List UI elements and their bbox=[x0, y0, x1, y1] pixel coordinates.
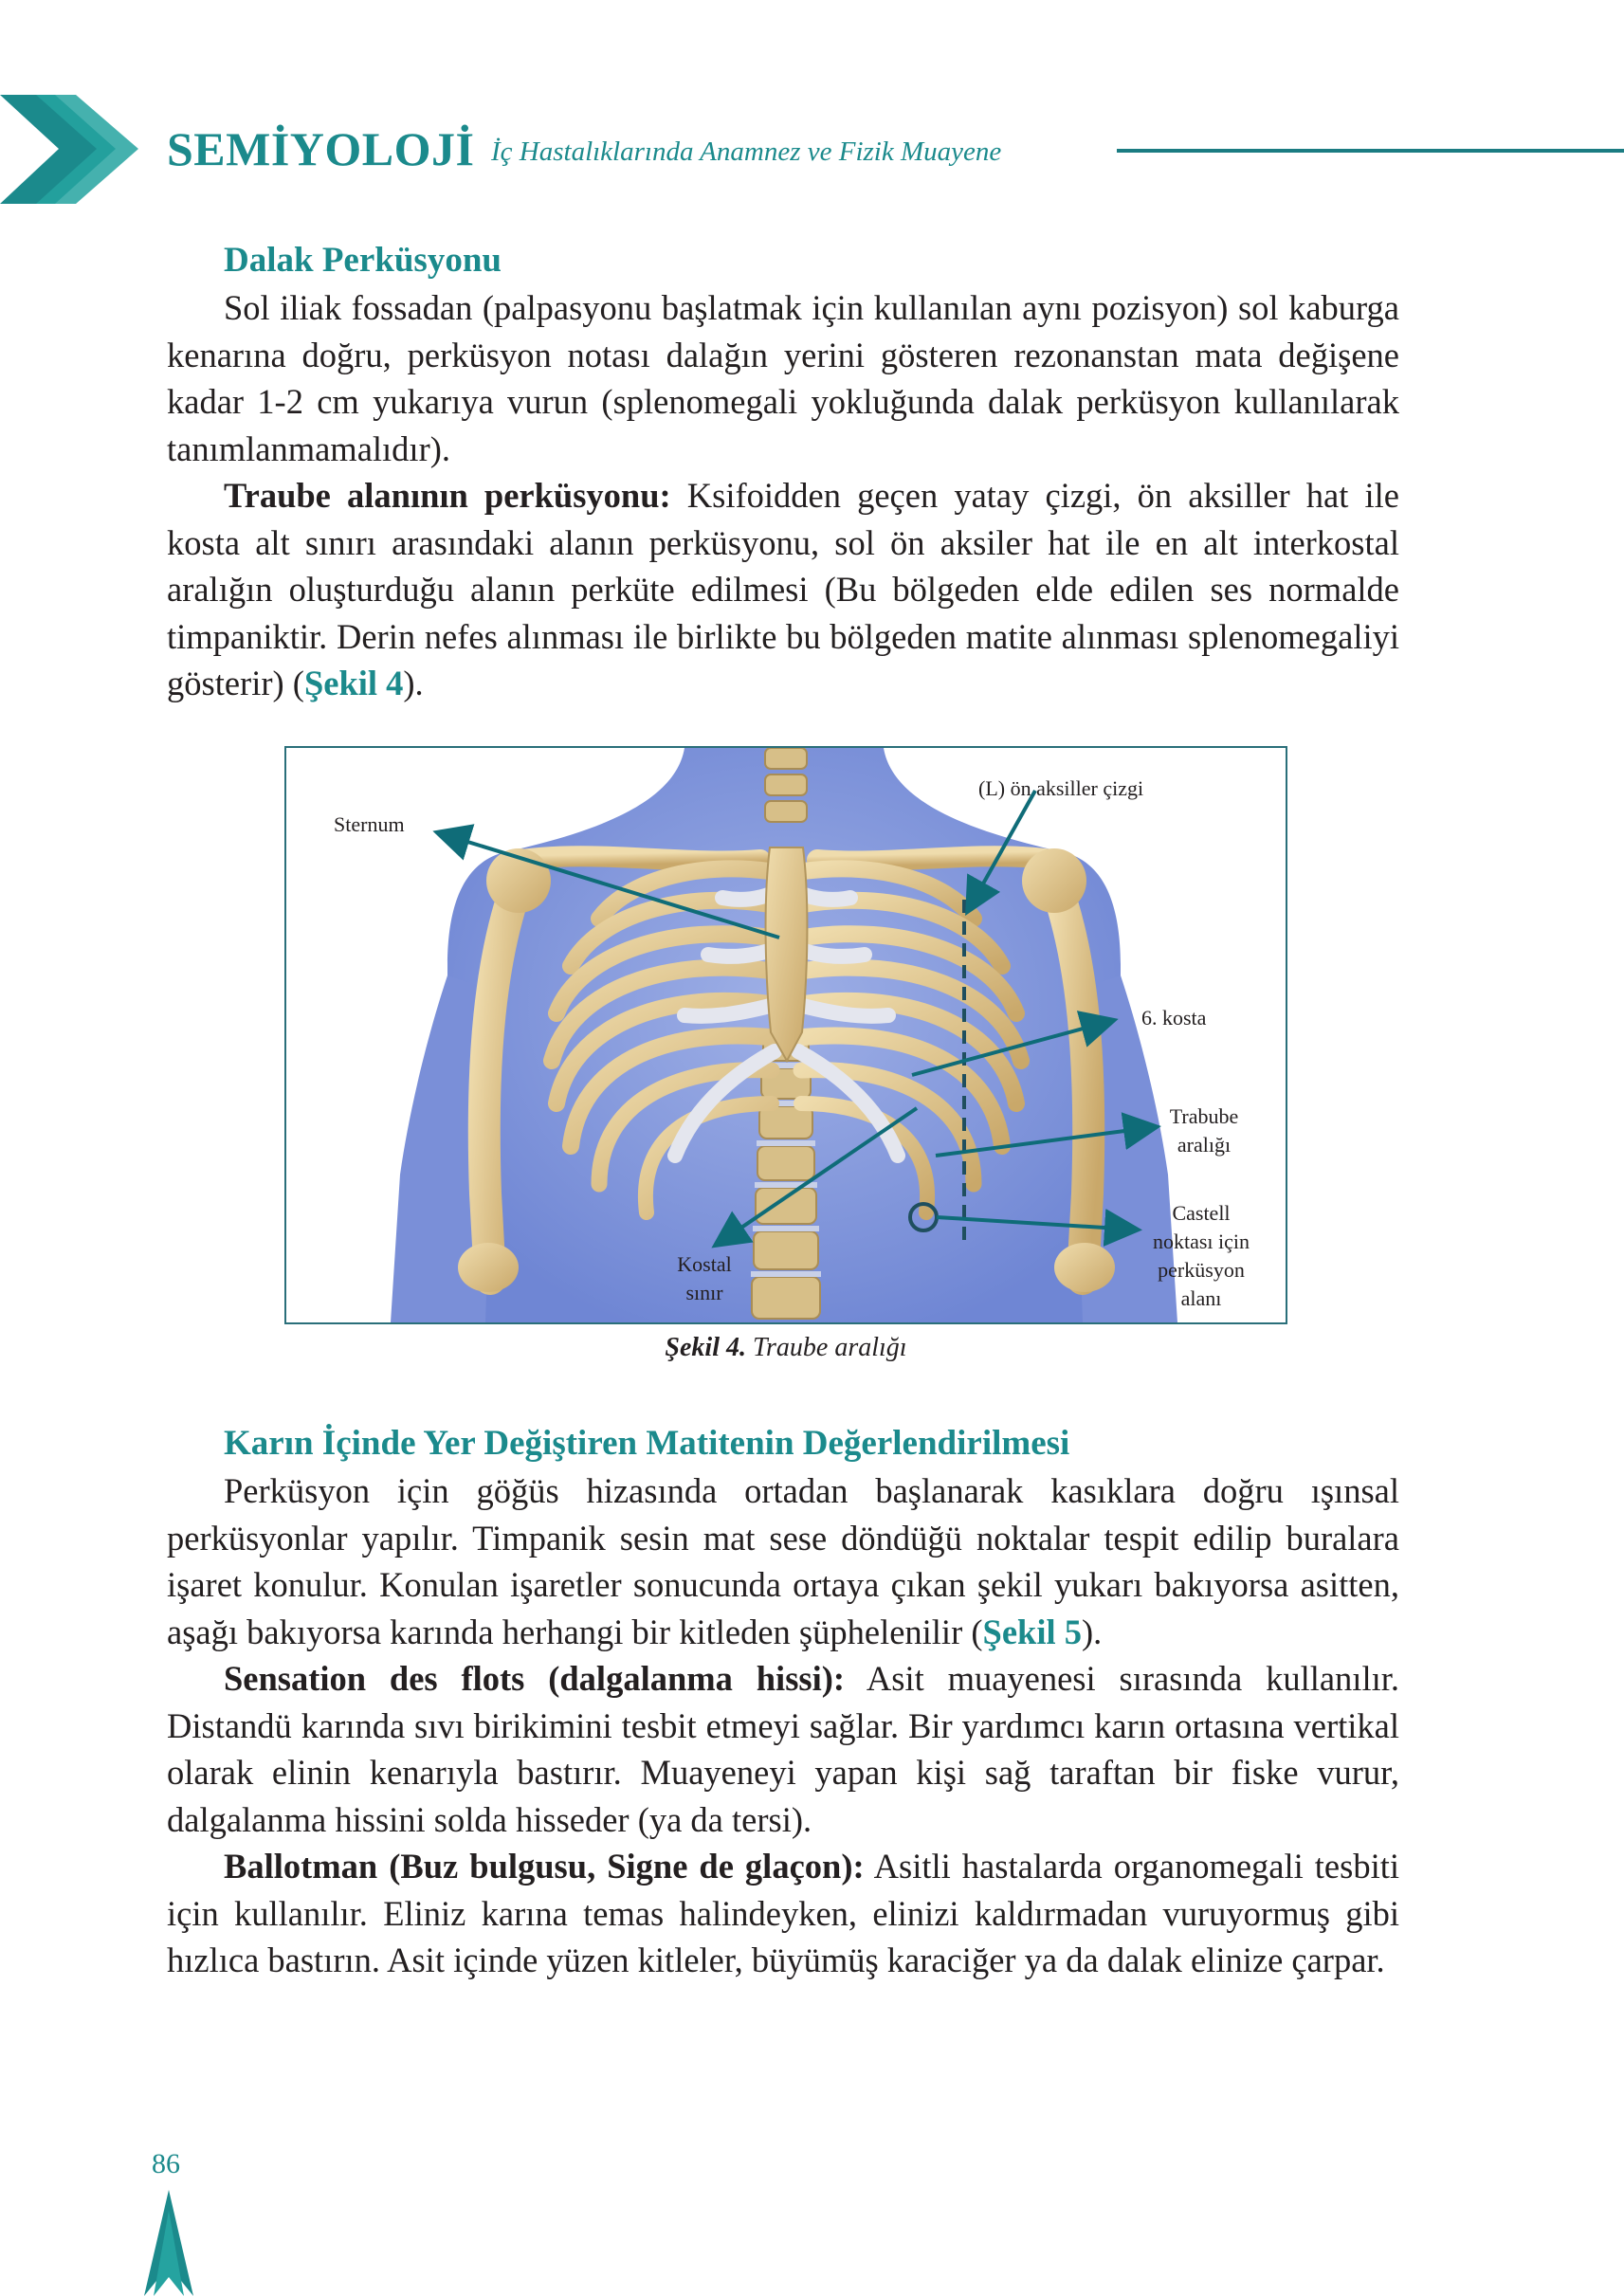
paragraph-text: ). bbox=[403, 664, 424, 702]
figure-label-sixth-rib: 6. kosta bbox=[1141, 1006, 1207, 1030]
label-line: Kostal bbox=[677, 1252, 732, 1276]
label-line: Trabube bbox=[1169, 1104, 1239, 1128]
caption-label: Şekil 4. bbox=[665, 1333, 746, 1362]
caption-text: Traube aralığı bbox=[745, 1333, 907, 1362]
figure-caption bbox=[284, 1333, 1287, 1363]
paragraph-text: Asit muayenesi sırasında kullanılır. Distandü karında sıvı birikimini tesbit etmeyi sağlar. Bir yardımcı karın ortasına vertikal olarak elinin kenarıyla bastırır. Muayeneyi yapan kişi sağ taraftan bir fiske vurur, dalgalanma hissini solda hisseder (ya da tersi). bbox=[167, 1659, 1399, 1839]
paragraph-lead: Ballotman (Buz bulgusu, Signe de glaçon): bbox=[224, 1847, 865, 1886]
paragraph-lead: Sensation des flots (dalgalanma hissi): bbox=[224, 1659, 846, 1698]
label-line: sınır bbox=[685, 1281, 723, 1304]
book-subtitle: İç Hastalıklarında Anamnez ve Fizik Muayene bbox=[491, 137, 1002, 167]
label-line: noktası için bbox=[1152, 1230, 1250, 1253]
paragraph-text: Perküsyon için göğüs hizasında ortadan başlanarak kasıklara doğru ışınsal perküsyonlar yapılır. Timpanik sesin mat sese döndüğü noktalar tespit edilip buralara işaret konulur. Konulan işaretler sonucunda ortaya çıkan şekil yukarı bakıyorsa asitten, aşağı bakıyorsa karında herhangi bir kitleden şüphelenilir ( bbox=[167, 1471, 1399, 1651]
paragraph-text: Ksifoidden geçen yatay çizgi, ön aksiller hat ile kosta alt sınırı arasındaki alanın perküsyonu, sol ön aksiler hat ile en alt interkostal aralığın oluşturduğu alanın perküte edilmesi (Bu bölgeden elde edilen ses normalde timpaniktir. Derin nefes alınması ile birlikte bu bölgeden matite alınması splenomegaliyi gösterir) ( bbox=[167, 476, 1399, 702]
figure-label-sternum: Sternum bbox=[334, 812, 405, 836]
label-line: aralığı bbox=[1177, 1133, 1232, 1157]
section-shifting-dullness bbox=[167, 1420, 1399, 1984]
section-heading: Dalak Perküsyonu bbox=[224, 241, 502, 280]
paragraph bbox=[167, 1655, 1399, 1843]
figure-label-castell-point bbox=[1140, 1199, 1263, 1313]
label-line: Castell bbox=[1172, 1201, 1231, 1225]
figure-label-traube-space bbox=[1157, 1102, 1251, 1159]
paragraph-lead: Traube alanının perküsyonu: bbox=[224, 476, 671, 515]
header-chevron-icon bbox=[0, 95, 142, 204]
section-spleen-percussion bbox=[167, 237, 1399, 707]
paragraph bbox=[167, 1843, 1399, 1984]
paragraph bbox=[167, 1467, 1399, 1655]
page-number: 86 bbox=[152, 2148, 180, 2179]
paragraph bbox=[167, 472, 1399, 707]
section-heading: Karın İçinde Yer Değiştiren Matitenin Değerlendirilmesi bbox=[224, 1424, 1070, 1463]
ribcage-illustration bbox=[286, 748, 1286, 1322]
header-rule bbox=[1117, 149, 1624, 153]
paragraph-text: ). bbox=[1081, 1612, 1103, 1651]
figure-label-axillary-line: (L) ön aksiller çizgi bbox=[978, 776, 1144, 800]
figure-reference-link[interactable]: Şekil 5 bbox=[982, 1612, 1082, 1651]
figure-label-costal-margin bbox=[662, 1250, 747, 1307]
footer-arrow-icon bbox=[144, 2190, 193, 2296]
paragraph-text: Sol iliak fossadan (palpasyonu başlatmak için kullanılan aynı pozisyon) sol kaburga kenarına doğru, perküsyon notası dalağın yerini gösteren rezonanstan mata değişene kadar 1-2 cm yukarıya vurun (splenomegali yokluğunda dalak perküsyon kullanılarak tanımlanmamalıdır). bbox=[167, 288, 1399, 468]
paragraph bbox=[167, 284, 1399, 472]
label-line: perküsyon bbox=[1158, 1258, 1245, 1282]
book-title: SEMİYOLOJİ bbox=[167, 122, 475, 175]
label-line: alanı bbox=[1180, 1286, 1222, 1310]
paragraph-text: Asitli hastalarda organomegali tesbiti için kullanılır. Eliniz karına temas halindeyken, elinizi kaldırmadan vuruyormuş gibi hızlıca bastırın. Asit içinde yüzen kitleler, büyümüş karaciğer ya da dalak elinize çarpar. bbox=[167, 1847, 1400, 1979]
figure-reference-link[interactable]: Şekil 4 bbox=[303, 664, 404, 702]
figure-traube-space bbox=[284, 746, 1287, 1324]
